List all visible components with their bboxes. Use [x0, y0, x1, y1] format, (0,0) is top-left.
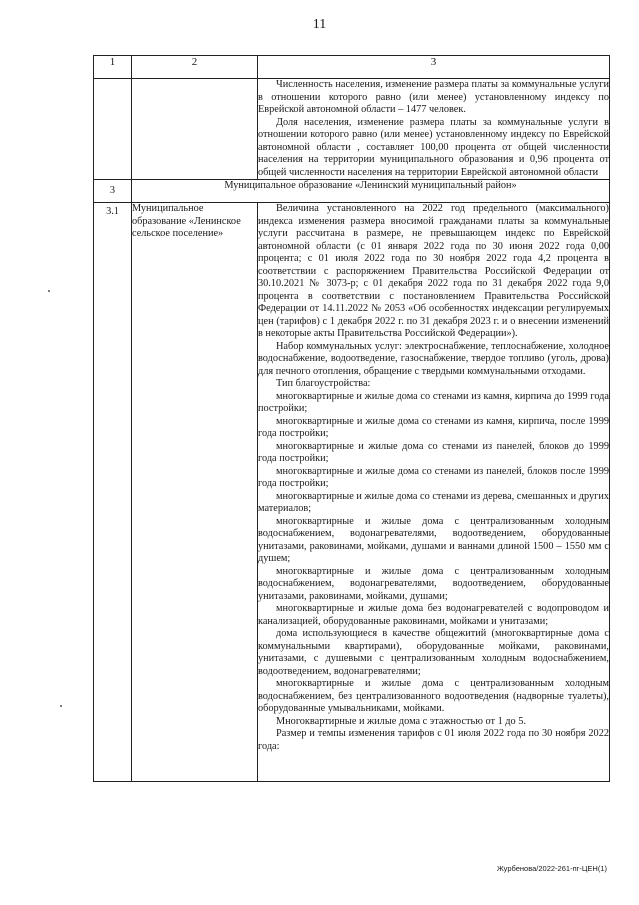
row-number: 3.1: [94, 203, 132, 782]
paragraph: многоквартирные и жилые дома со стенами из дерева, смешанных и других материалов;: [258, 490, 609, 514]
paragraph: многоквартирные и жилые дома с централизованным холодным водоснабжением, без централизованного водоотведения (надворные туалеты), оборудованные умывальниками, мойками.: [258, 678, 609, 714]
table-header-row: [94, 56, 610, 79]
paragraph: многоквартирные и жилые дома с централизованным холодным водоснабжением, водонагревателями, водоотведением, оборудованные унитазами, раковинами, мойками, душами;: [258, 565, 609, 602]
paragraph: Размер и темпы изменения тарифов с 01 июля 2022 года по 30 ноября 2022 года:: [258, 728, 609, 752]
paragraph: многоквартирные и жилые дома со стенами из панелей, блоков до 1999 года постройки;: [258, 440, 609, 464]
paragraph: Величина установленного на 2022 год предельного (максимального) индекса изменения размера вносимой гражданами платы за коммунальные услуги рассчитана в размере, не превышающем индекс по Еврейской автономной области (с 01 января 2022 года по 30 июня 2022 года 0,00 процента; с 01 июля 2022 года по 30 ноября 2022 года 4,2 процента в соответствии с распоряжением Правительства Российской Федерации от 30.10.2021 № 3073-р; с 01 декабря 2022 года по 31 декабря 2022 года 9,0 процента в соответствии с постановлением Правительства Российской Федерации от 14.11.2022 № 2053 «Об особенностях индексации регулируемых цен (тарифов) с 1 декабря 2022 г. по 31 декабря 2023 г. и о внесении изменений в некоторые акты Правительства Российской Федерации»).: [258, 203, 609, 339]
table-row: [94, 79, 610, 180]
header-col-2: 2: [132, 56, 258, 79]
paragraph: Доля населения, изменение размера платы за коммунальные услуги в отношении которого равно (или менее) установленному индексу по Еврейской автономной области , составляет 100,00 процента от общей численности населения на территории муниципального образования и 0,96 процента от общей численности населения на территории Еврейской автономной области: [258, 116, 609, 178]
paragraph: многоквартирные и жилые дома со стенами из камня, кирпича, после 1999 года постройки;: [258, 415, 609, 439]
municipality-name: Муниципальное образование «Ленинское сельское поселение»: [132, 203, 258, 782]
page-number: 11: [312, 17, 327, 32]
paragraph: Набор коммунальных услуг: электроснабжение, теплоснабжение, холодное водоснабжение, водоотведение, газоснабжение, твердое топливо (уголь, дрова) для печного отопления, обращение с твердыми коммунальными отходами.: [258, 340, 609, 377]
paragraph: Тип благоустройства:: [276, 378, 371, 389]
document-reference: Журбенова/2022-261-пг-ЦЕН(1): [496, 864, 607, 873]
scan-speck: [60, 705, 62, 707]
paragraph: многоквартирные и жилые дома со стенами из панелей, блоков после 1999 года постройки;: [258, 465, 609, 489]
paragraph: Численность населения, изменение размера платы за коммунальные услуги в отношении которого равно (или менее) установленному индексу по Еврейской автономной области – 1477 человек.: [258, 79, 609, 115]
paragraph: многоквартирные и жилые дома без водонагревателей с водопроводом и канализацией, оборудованные раковинами, мойками и унитазами;: [258, 603, 609, 627]
section-number: 3: [94, 180, 132, 203]
scan-speck: [48, 290, 50, 292]
header-col-1: 1: [94, 56, 132, 79]
section-title: Муниципальное образование «Ленинский муниципальный район»: [132, 180, 610, 203]
table-row: [94, 203, 610, 782]
section-row: [94, 180, 610, 203]
paragraph: многоквартирные и жилые дома со стенами из камня, кирпича до 1999 года постройки;: [258, 390, 609, 414]
header-col-3: 3: [258, 56, 610, 79]
row-content-cell: [258, 203, 610, 782]
row-content-cell: [258, 79, 610, 180]
row-name-cell: [132, 79, 258, 180]
paragraph: Многоквартирные и жилые дома с этажностью от 1 до 5.: [276, 715, 526, 727]
paragraph: дома использующиеся в качестве общежитий (многоквартирные дома с коммунальными квартирами), оборудованные мойками, раковинами, унитазами, с душевыми с централизованным холодным водоснабжением, водоотведением, водонагревателями;: [258, 628, 609, 677]
tariff-table: [93, 55, 610, 782]
paragraph: многоквартирные и жилые дома с централизованным холодным водоснабжением, водонагревателями, водоотведением, оборудованные унитазами, раковинами, мойками, душами и ваннами длиной 1500 – 1550 мм с душем;: [258, 515, 609, 564]
row-number-cell: [94, 79, 132, 180]
